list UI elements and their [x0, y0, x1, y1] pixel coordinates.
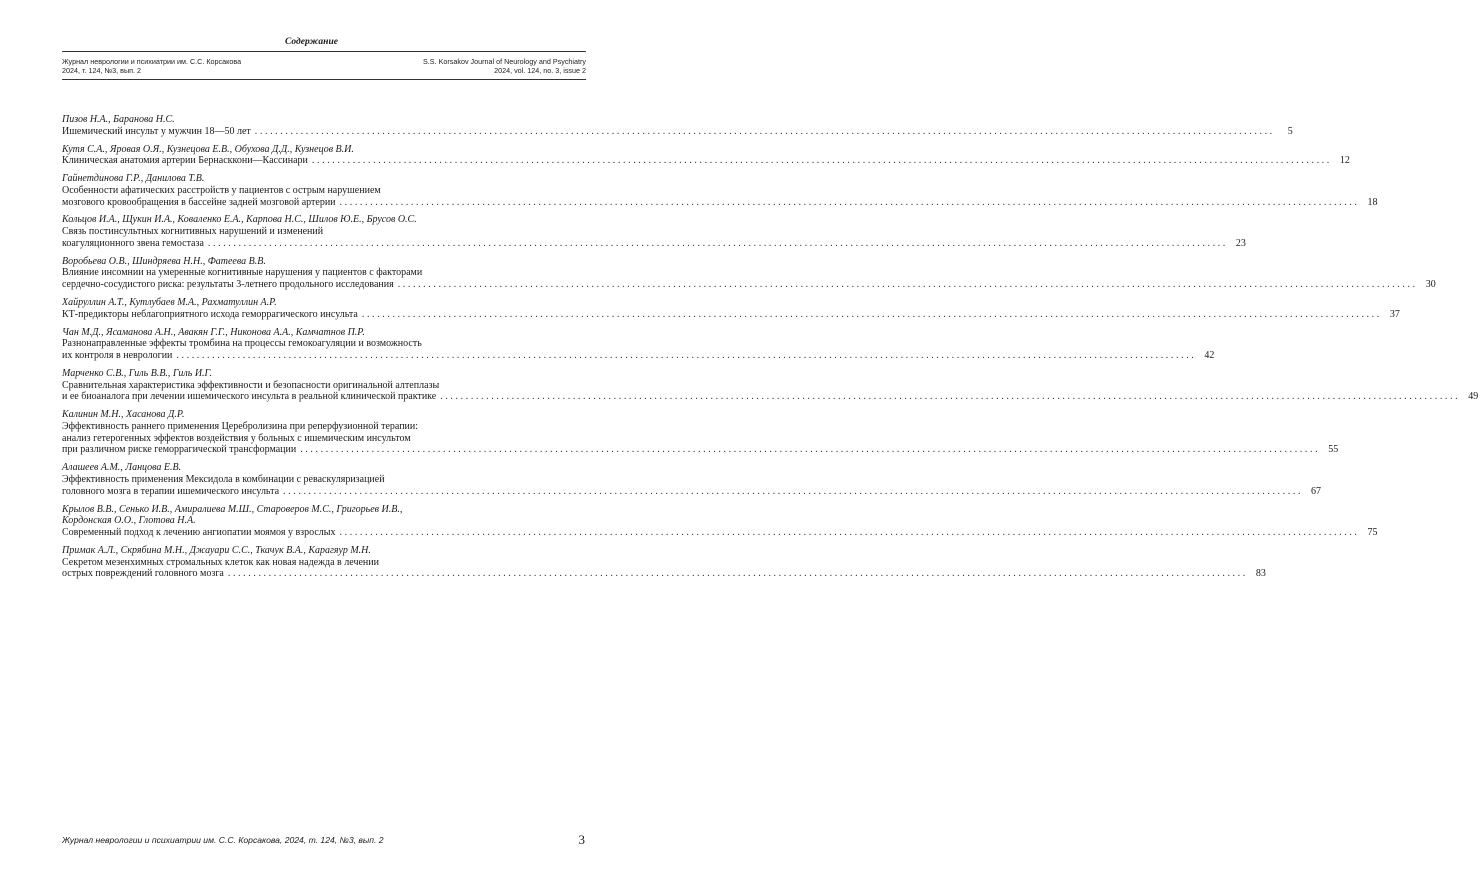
toc-entry[interactable] [62, 367, 1478, 403]
dot-leader: ........................................................................................................................................................................................................ [339, 196, 1360, 208]
dot-leader: ........................................................................................................................................................................................................ [311, 155, 1332, 167]
toc-authors: Воробьева О.В., Шиндряева Н.Н., Фатеева В.В. [62, 255, 266, 267]
toc-title-last-line [62, 526, 1378, 539]
toc-authors: Гайнетдинова Г.Р., Данилова Т.В. [62, 173, 205, 185]
toc-page-number[interactable]: 30 [1425, 279, 1436, 291]
toc-authors: Кутя С.А., Яровая О.Я., Кузнецова Е.В., Обухова Д.Д., Кузнецов В.И. [62, 143, 354, 155]
toc-title-line: Секретом мезенхимных стромальных клеток как новая надежда в лечении [62, 556, 379, 568]
toc-page-number[interactable]: 37 [1389, 308, 1400, 320]
toc-title-last-line [62, 391, 1478, 403]
toc-title-line: Эффективность применения Мексидола в комбинации с реваскуляризацией [62, 473, 385, 485]
toc-title-line: и ее биоаналога при лечении ишемического инсульта в реальной клинической практике [62, 391, 437, 403]
footer-journal-line: Журнал неврологии и психиатрии им. С.С. Корсакова, 2024, т. 124, №3, вып. 2 [62, 835, 384, 845]
toc-title-line: острых повреждений головного мозга [62, 568, 224, 580]
toc-entry[interactable] [62, 544, 1266, 580]
toc-authors: Пизов Н.А., Баранова Н.С. [62, 114, 175, 125]
header-rule [62, 51, 586, 52]
toc-entry[interactable] [62, 326, 1215, 362]
toc-page-number[interactable]: 42 [1204, 350, 1215, 362]
toc-entry[interactable] [62, 503, 1378, 539]
toc-page-number[interactable]: 67 [1311, 485, 1322, 497]
journal-name-en: S.S. Korsakov Journal of Neurology and Psychiatry [423, 57, 586, 66]
toc-title-last-line [62, 568, 1266, 580]
toc-title-line: при различном риске геморрагической трансформации [62, 444, 297, 456]
toc-entry[interactable] [62, 297, 1400, 320]
dot-leader: ........................................................................................................................................................................................................ [283, 485, 1304, 497]
toc-title-line: Влияние инсомнии на умеренные когнитивные нарушения у пациентов с факторами [62, 267, 423, 279]
toc-title-line: Особенности афатических расстройств у пациентов с острым нарушением [62, 184, 381, 196]
dot-leader: ........................................................................................................................................................................................................ [300, 444, 1321, 456]
toc-title-line: Современный подход к лечению ангиопатии моямоя у взрослых [62, 526, 336, 538]
toc-page-number[interactable]: 49 [1468, 391, 1478, 403]
journal-issue-ru: 2024, т. 124, №3, вып. 2 [62, 66, 142, 75]
journal-header-en [423, 57, 586, 75]
section-title: Содержание [285, 37, 338, 47]
toc-authors: Кольцов И.А., Щукин И.А., Коваленко Е.А., Карпова Н.С., Шилов Ю.Е., Брусов О.С. [62, 214, 417, 226]
toc-page-number[interactable]: 55 [1328, 444, 1339, 456]
dot-leader: ........................................................................................................................................................................................................ [176, 350, 1197, 362]
table-of-contents [62, 114, 1478, 586]
toc-page-number[interactable]: 83 [1255, 568, 1266, 580]
toc-title-last-line [62, 196, 1378, 209]
toc-title-last-line [62, 444, 1339, 456]
toc-title-line: КТ-предикторы неблагоприятного исхода геморрагического инсульта [62, 308, 358, 320]
page-number: 3 [578, 832, 585, 847]
header-rule-bottom [62, 79, 586, 80]
toc-authors: Крылов В.В., Сенько И.В., Амиралиева М.Ш., Староверов М.С., Григорьев И.В., [62, 503, 403, 515]
dot-leader: ........................................................................................................................................................................................................ [397, 279, 1418, 291]
toc-title-line: Связь постинсультных когнитивных нарушений и изменений [62, 226, 324, 238]
toc-entry[interactable] [62, 255, 1436, 291]
toc-title-line: головного мозга в терапии ишемического инсульта [62, 485, 280, 497]
dot-leader: ........................................................................................................................................................................................................ [254, 125, 1275, 137]
dot-leader: ........................................................................................................................................................................................................ [227, 568, 1248, 580]
toc-page-number[interactable]: 12 [1339, 155, 1350, 167]
toc-title-line: Сравнительная характеристика эффективности и безопасности оригинальной алтеплазы [62, 379, 440, 391]
toc-entry[interactable] [62, 143, 1350, 167]
toc-entry[interactable] [62, 173, 1378, 208]
toc-entry[interactable] [62, 114, 1293, 137]
toc-authors: Примак А.Л., Скрябина М.Н., Джауари С.С., Ткачук В.А., Карагяур М.Н. [62, 544, 371, 556]
toc-entry[interactable] [62, 409, 1339, 456]
toc-page-number[interactable]: 75 [1367, 526, 1378, 538]
dot-leader: ........................................................................................................................................................................................................ [339, 526, 1360, 538]
toc-title-line: сердечно-сосудистого риска: результаты 3-летнего продольного исследования [62, 279, 394, 291]
toc-title-last-line [62, 308, 1400, 321]
dot-leader: ........................................................................................................................................................................................................ [361, 308, 1382, 320]
toc-title-last-line [62, 350, 1215, 362]
toc-title-line: анализ гетерогенных эффектов воздействия у больных с ишемическим инсультом [62, 432, 411, 444]
toc-authors: Хайруллин А.Т., Кутлубаев М.А., Рахматуллин А.Р. [62, 297, 277, 309]
toc-entry[interactable] [62, 214, 1246, 249]
toc-entry[interactable] [62, 462, 1322, 497]
toc-title-last-line [62, 155, 1350, 167]
toc-title-last-line [62, 237, 1246, 250]
toc-title-last-line [62, 279, 1436, 291]
toc-authors: Калинин М.Н., Хасанова Д.Р. [62, 409, 185, 421]
toc-title-line: Ишемический инсульт у мужчин 18—50 лет [62, 125, 251, 137]
dot-leader: ........................................................................................................................................................................................................ [207, 237, 1228, 249]
toc-title-last-line [62, 485, 1322, 498]
toc-page-number[interactable]: 23 [1235, 237, 1246, 249]
toc-authors: Кордонская О.О., Глотова Н.А. [62, 515, 196, 527]
toc-title-line: мозгового кровообращения в бассейне задней мозговой артерии [62, 196, 336, 208]
dot-leader: ........................................................................................................................................................................................................ [440, 391, 1461, 403]
toc-page-number[interactable]: 18 [1367, 196, 1378, 208]
journal-header-ru [62, 57, 241, 75]
toc-authors: Чан М.Д., Ясаманова А.Н., Авакян Г.Г., Никонова А.А., Камчатнов П.Р. [62, 326, 365, 338]
toc-authors: Марченко С.В., Гиль В.В., Гиль И.Г. [62, 367, 212, 379]
toc-title-line: Эффективность раннего применения Церебролизина при реперфузионной терапии: [62, 420, 419, 432]
toc-page-number[interactable]: 5 [1287, 125, 1293, 137]
toc-authors: Алашеев А.М., Ланцова Е.В. [62, 462, 182, 474]
toc-title-last-line [62, 125, 1293, 138]
journal-issue-en: 2024, vol. 124, no. 3, issue 2 [494, 66, 586, 75]
toc-title-line: их контроля в неврологии [62, 350, 173, 362]
toc-title-line: коагуляционного звена гемостаза [62, 237, 204, 249]
toc-title-line: Клиническая анатомия артерии Бернасккони—Кассинари [62, 155, 308, 167]
toc-title-line: Разнонаправленные эффекты тромбина на процессы гемокоагуляции и возможность [62, 338, 422, 350]
journal-name-ru: Журнал неврологии и психиатрии им. С.С. Корсакова [62, 57, 242, 66]
